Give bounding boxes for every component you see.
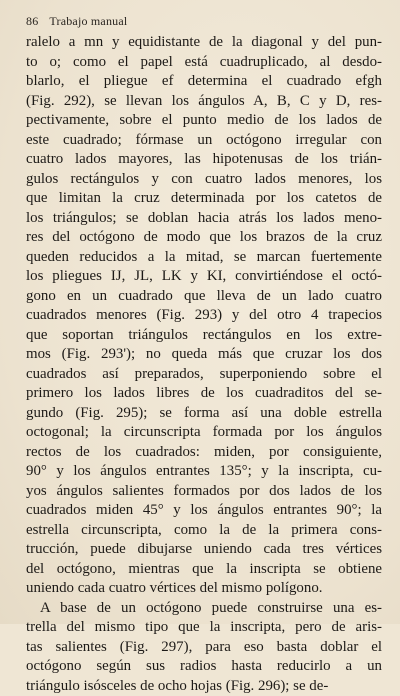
text-line: este cuadrado; fórmase un octógono irregular con [26,131,382,151]
text-line: triángulo isósceles de ocho hojas (Fig. 296); se de- [26,677,382,696]
text-line: gono en un cuadrado que lleva de un lado cuatro [26,287,382,307]
text-line: rectos de los cuadrados: miden, por consiguiente, [26,443,382,463]
text-line: octogonal; la circunscripta formada por los ángulos [26,423,382,443]
text-line: res del octógono de modo que los brazos de la cruz [26,228,382,248]
text-line: gulos rectángulos y con cuatro lados menores, los [26,170,382,190]
text-line: ralelo a mn y equidistante de la diagonal y del pun- [26,33,382,53]
running-title: Trabajo manual [49,14,127,28]
text-line: A base de un octógono puede construirse una es- [26,599,382,619]
text-line: blarlo, el pliegue ef determina el cuadrado efgh [26,72,382,92]
text-line: trucción, puede dibujarse uniendo cada tres vértices [26,540,382,560]
body-text [26,33,382,696]
text-line: mos (Fig. 293'); no queda más que cruzar los dos [26,345,382,365]
text-line: 90° y los ángulos entrantes 135°; y la inscripta, cu- [26,462,382,482]
text-line: que soportan triángulos rectángulos en los extre- [26,326,382,346]
page-number: 86 [26,14,38,28]
text-line: primero los lados libres de los cuadraditos del se- [26,384,382,404]
text-line: uniendo cada cuatro vértices del mismo polígono. [26,579,382,599]
text-line: cuatro lados mayores, las hipotenusas de los trián- [26,150,382,170]
text-line: to o; como el papel está cuadruplicado, al desdo- [26,53,382,73]
paragraph-1 [26,33,382,599]
text-line: cuadrados así preparados, superponiendo sobre el [26,365,382,385]
text-line: octógono según sus radios hasta reducirlo a un [26,657,382,677]
text-line: que limitan la cruz determinada por los catetos de [26,189,382,209]
text-line: yos ángulos salientes formados por dos lados de los [26,482,382,502]
text-line: queden reducidos a la mitad, se marcan fuertemente [26,248,382,268]
text-line: (Fig. 292), se llevan los ángulos A, B, C y D, res- [26,92,382,112]
text-line: cuadrados miden 45° y los ángulos entrantes 90°; la [26,501,382,521]
text-line: del octógono, mientras que la inscripta se obtiene [26,560,382,580]
text-line: pectivamente, sobre el punto medio de los lados de [26,111,382,131]
text-line: los pliegues IJ, JL, LK y KI, convirtiéndose el octó- [26,267,382,287]
text-line: cuadrados menores (Fig. 293) y del otro 4 trapecios [26,306,382,326]
text-line: trella del mismo tipo que la inscripta, pero de aris- [26,618,382,638]
text-line: gundo (Fig. 295); se forma así una doble estrella [26,404,382,424]
text-line: tas salientes (Fig. 297), para eso basta doblar el [26,638,382,658]
text-line: estrella circunscripta, como la de la primera cons- [26,521,382,541]
running-header [26,14,127,29]
text-line: los triángulos; se doblan hacia atrás los lados meno- [26,209,382,229]
paragraph-2 [26,599,382,696]
